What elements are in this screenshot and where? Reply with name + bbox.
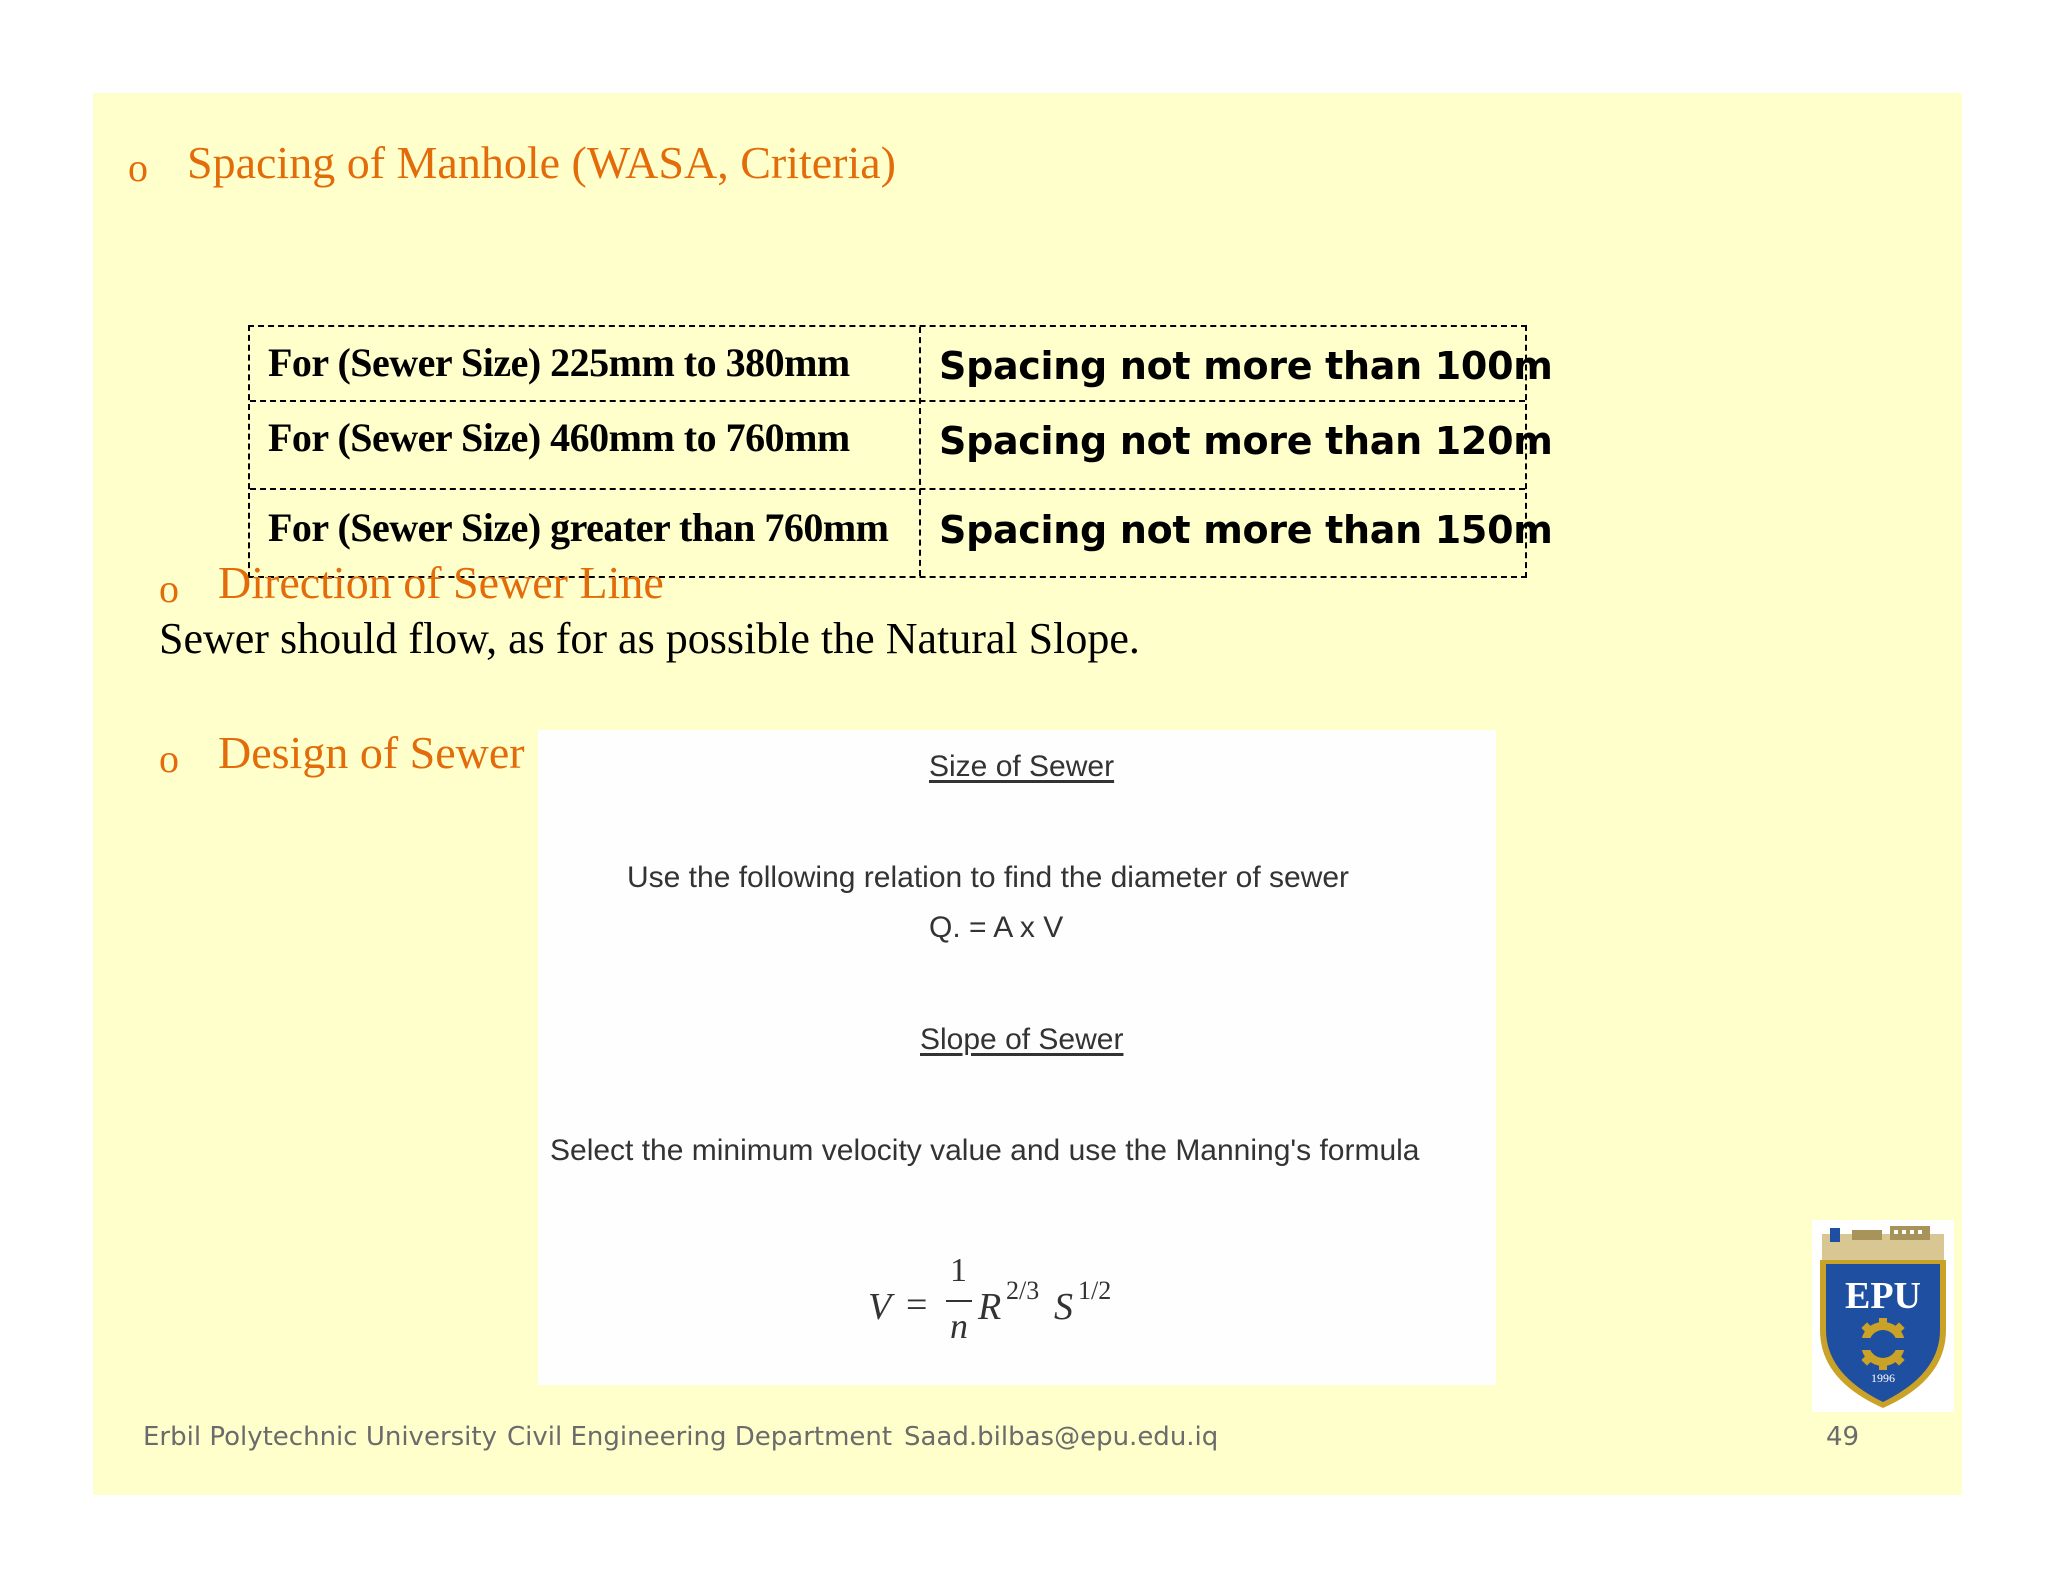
formula-hydraulic-radius: R	[978, 1286, 1002, 1328]
table-row	[250, 402, 1553, 490]
size-of-sewer-title: Size of Sewer	[929, 750, 1115, 783]
footer-department: Civil Engineering Department	[507, 1422, 893, 1452]
size-of-sewer-text: Use the following relation to find the diameter of sewer	[627, 861, 1350, 894]
epu-shield-icon	[1812, 1220, 1954, 1412]
footer-email: Saad.bilbas@epu.edu.iq	[904, 1422, 1219, 1452]
manning-formula	[868, 1250, 1168, 1360]
formula-velocity: V	[868, 1286, 892, 1328]
bullet-marker: o	[159, 736, 179, 781]
bullet-marker: o	[128, 145, 148, 190]
formula-s-exponent: 1/2	[1078, 1276, 1112, 1305]
sewer-size-cell: For (Sewer Size) greater than 760mm	[268, 505, 889, 550]
formula-r-exponent: 2/3	[1006, 1276, 1040, 1305]
logo-text: EPU	[1845, 1275, 1921, 1317]
epu-logo	[1812, 1220, 1954, 1412]
direction-of-sewer-line-heading: Direction of Sewer Line	[218, 557, 664, 608]
footer-university: Erbil Polytechnic University	[143, 1422, 497, 1452]
logo-year: 1996	[1871, 1371, 1895, 1385]
direction-of-sewer-text: Sewer should flow, as for as possible the Natural Slope.	[159, 614, 1140, 663]
spacing-of-manhole-heading: Spacing of Manhole (WASA, Criteria)	[187, 137, 897, 188]
spacing-cell: Spacing not more than 100m	[939, 344, 1553, 388]
spacing-cell: Spacing not more than 150m	[939, 508, 1553, 552]
sewer-size-cell: For (Sewer Size) 225mm to 380mm	[268, 340, 850, 385]
formula-numerator: 1	[950, 1252, 967, 1289]
slope-of-sewer-title: Slope of Sewer	[920, 1023, 1124, 1056]
spacing-cell: Spacing not more than 120m	[939, 419, 1553, 463]
formula-slope: S	[1054, 1286, 1073, 1328]
slope-of-sewer-text: Select the minimum velocity value and use the Manning's formula	[550, 1134, 1420, 1167]
page-number: 49	[1826, 1422, 1860, 1452]
sewer-design-panel	[538, 730, 1496, 1385]
sewer-size-cell: For (Sewer Size) 460mm to 760mm	[268, 415, 850, 460]
fraction-bar	[946, 1300, 972, 1302]
formula-denominator: n	[950, 1306, 968, 1346]
bullet-marker: o	[159, 566, 179, 611]
table-row	[250, 327, 1553, 402]
flow-formula: Q. = A x V	[929, 911, 1064, 944]
formula-equals: =	[906, 1284, 928, 1326]
manhole-spacing-table	[248, 325, 1553, 578]
design-of-sewer-heading: Design of Sewer	[218, 727, 525, 778]
